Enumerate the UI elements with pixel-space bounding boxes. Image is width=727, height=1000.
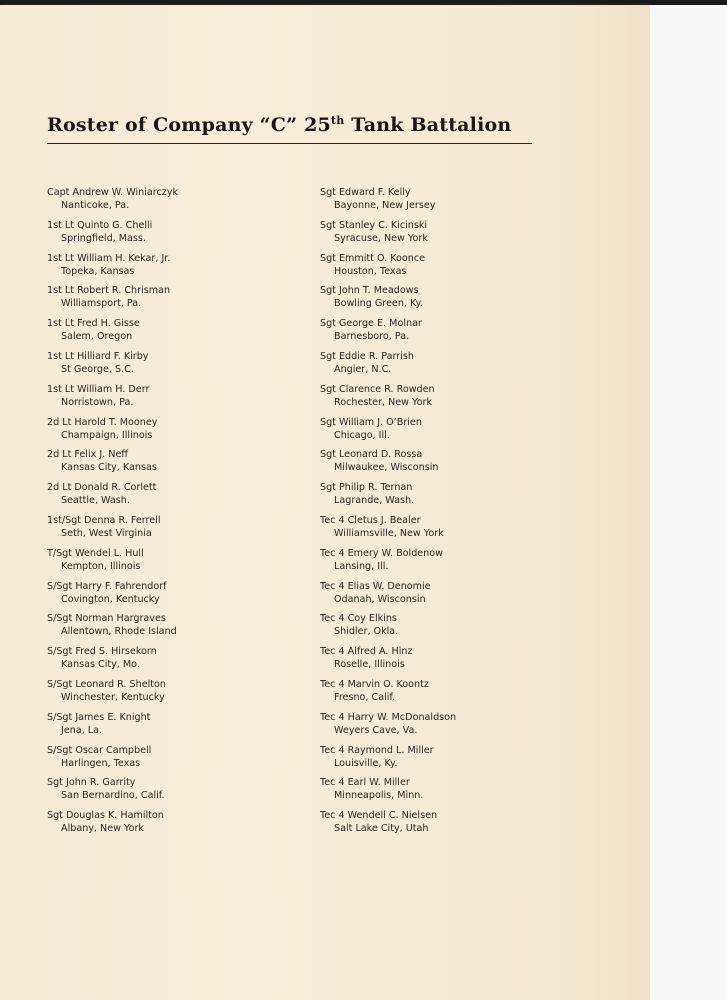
member-name: Tec 4 Coy Elkins [320,613,397,625]
member-name: Sgt John R. Garrity [47,777,136,789]
member-hometown: San Bernardino, Calif. [61,790,165,802]
member-hometown: Rochester, New York [334,396,432,408]
member-name: Tec 4 Alfred A. Hinz [320,646,413,658]
member-name: Sgt Douglas K. Hamilton [47,810,164,822]
page-title [47,114,537,136]
member-hometown: St George, S.C. [61,363,134,375]
member-name: Tec 4 Marvin O. Koontz [320,678,429,690]
member-hometown: Winchester, Kentucky [61,691,165,703]
roster-entry [320,481,580,514]
member-name: Sgt Stanley C. Kicinski [320,219,428,231]
member-name: T/Sgt Wendel L. Hull [47,547,144,559]
member-name: 2d Lt Felix J. Neff [47,449,128,461]
member-name: Tec 4 Harry W. McDonaldson [320,711,457,723]
roster-entry [47,219,307,252]
roster-entry [320,645,580,678]
member-name: 2d Lt Harold T. Mooney [47,416,158,428]
member-name: Capt Andrew W. Winiarczyk [47,187,179,198]
member-hometown: Kansas City, Kansas [61,462,157,474]
member-hometown: Champaign, Illinois [61,429,153,441]
member-hometown: Salem, Oregon [61,331,133,343]
member-hometown: Norristown, Pa. [61,396,134,408]
roster-entry [320,776,580,809]
member-name: 1st Lt Quinto G. Chelli [47,219,153,231]
member-hometown: Syracuse, New York [334,232,428,244]
roster-entry [320,514,580,547]
roster-entry [47,547,307,580]
member-hometown: Kempton, Illinois [61,560,141,572]
member-name: Sgt Clarence R. Rowden [320,383,435,395]
member-name: Tec 4 Emery W. Boldenow [320,547,443,559]
roster-entry [47,612,307,645]
member-hometown: Milwaukee, Wisconsin [334,462,439,474]
member-name: Tec 4 Cletus J. Bealer [320,514,421,526]
scan-background [650,5,727,1000]
member-name: S/Sgt Norman Hargraves [47,613,166,625]
member-name: Sgt Eddie R. Parrish [320,350,414,362]
roster-entry [320,284,580,317]
member-hometown: Barnesboro, Pa. [334,331,410,343]
member-hometown: Seth, West Virginia [61,527,152,539]
roster-entry [47,809,307,842]
member-name: 1st Lt William H. Derr [47,383,150,395]
member-name: Sgt Emmitt O. Koonce [320,252,426,264]
title-main: Roster of Company “C” 25 [47,114,331,136]
member-hometown: Seattle, Wash. [61,495,130,507]
member-name: S/Sgt Fred S. Hirsekorn [47,646,157,658]
roster-entry [47,711,307,744]
member-name: Sgt Leonard D. Rossa [320,449,423,461]
roster-entry [47,514,307,547]
roster-entry [320,350,580,383]
roster-entry [320,219,580,252]
roster-entry [320,809,580,842]
title-underline [47,143,532,144]
member-name: Sgt Philip R. Ternan [320,482,413,494]
roster-entry [320,448,580,481]
roster-entry [47,481,307,514]
member-hometown: Roselle, Illinois [334,659,405,671]
member-hometown: Albany, New York [61,823,144,835]
member-hometown: Chicago, Ill. [334,429,390,441]
member-hometown: Shidler, Okla. [334,626,399,638]
member-hometown: Williamsville, New York [334,527,444,539]
member-name: 1st Lt William H. Kekar, Jr. [47,252,171,264]
roster-entry [320,580,580,613]
member-name: S/Sgt James E. Knight [47,711,151,723]
roster-entry [320,678,580,711]
roster-entry [47,350,307,383]
member-name: S/Sgt Oscar Campbell [47,744,152,756]
title-superscript: th [330,114,345,127]
roster-entry [320,317,580,350]
member-hometown: Louisville, Ky. [334,757,398,769]
roster-entry [320,612,580,645]
member-hometown: Kansas City, Mo. [61,659,140,671]
member-hometown: Weyers Cave, Va. [334,724,418,736]
member-hometown: Covington, Kentucky [61,593,160,605]
member-hometown: Springfield, Mass. [61,232,146,244]
member-name: 1st/Sgt Denna R. Ferrell [47,514,161,526]
roster-entry [320,547,580,580]
member-name: 2d Lt Donald R. Corlett [47,482,157,494]
member-hometown: Harlingen, Texas [61,757,141,769]
member-hometown: Allentown, Rhode Island [61,626,177,638]
roster-entry [47,678,307,711]
roster-entry [47,383,307,416]
roster-entry [47,252,307,285]
roster-entry [47,776,307,809]
roster-entry [47,416,307,449]
member-name: S/Sgt Leonard R. Shelton [47,678,167,690]
roster-column-right [320,186,580,842]
roster-entry [47,580,307,613]
roster-entry [47,645,307,678]
roster-entry [47,284,307,317]
member-hometown: Houston, Texas [334,265,407,277]
member-hometown: Minneapolis, Minn. [334,790,424,802]
member-hometown: Fresno, Calif. [334,691,396,703]
member-hometown: Topeka, Kansas [61,265,135,277]
member-name: Tec 4 Wendell C. Nielsen [320,810,438,822]
member-hometown: Angier, N.C. [334,363,392,375]
member-name: Tec 4 Earl W. Miller [320,777,410,789]
member-name: Sgt John T. Meadows [320,285,419,297]
roster-entry [47,317,307,350]
member-hometown: Nanticoke, Pa. [61,200,130,211]
member-hometown: Salt Lake City, Utah [334,823,429,835]
roster-entry [320,711,580,744]
member-hometown: Odanah, Wisconsin [334,593,426,605]
member-name: Tec 4 Elias W. Denomie [320,580,431,592]
member-hometown: Jena, La. [61,724,103,736]
member-hometown: Lagrande, Wash. [334,495,415,507]
roster-entry [320,416,580,449]
roster-entry [320,744,580,777]
title-end: Tank Battalion [344,114,512,136]
member-hometown: Lansing, Ill. [334,560,389,572]
member-hometown: Bayonne, New Jersey [334,200,436,211]
member-name: Sgt William J. O’Brien [320,416,422,428]
member-name: 1st Lt Robert R. Chrisman [47,285,171,297]
roster-column-left [47,186,307,842]
member-name: 1st Lt Fred H. Gisse [47,318,140,330]
member-name: Tec 4 Raymond L. Miller [320,744,434,756]
roster-entry [47,186,307,219]
member-hometown: Williamsport, Pa. [61,298,142,310]
member-name: S/Sgt Harry F. Fahrendorf [47,580,167,592]
roster-entry [320,383,580,416]
member-name: Sgt Edward F. Kelly [320,187,411,198]
member-name: Sgt George E. Molnar [320,318,422,330]
roster-entry [47,448,307,481]
roster-entry [320,252,580,285]
member-hometown: Bowling Green, Ky. [334,298,423,310]
member-name: 1st Lt Hilliard F. Kirby [47,350,149,362]
roster-entry [320,186,580,219]
roster-entry [47,744,307,777]
